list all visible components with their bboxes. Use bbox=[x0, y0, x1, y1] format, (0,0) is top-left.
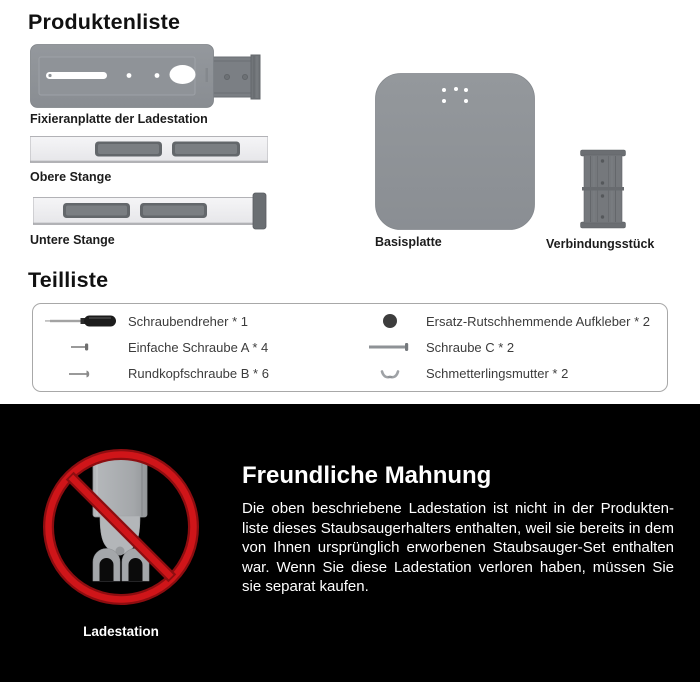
upper-rod-label: Obere Stange bbox=[30, 170, 112, 184]
lower-rod-image bbox=[33, 192, 269, 232]
connector-image bbox=[578, 148, 628, 232]
part-label: Schraube C * 2 bbox=[426, 339, 515, 355]
notice-title: Freundliche Mahnung bbox=[242, 462, 492, 489]
base-plate-label: Basisplatte bbox=[375, 235, 442, 249]
anti-slip-sticker-icon bbox=[382, 313, 398, 329]
part-row-screw-c bbox=[353, 334, 669, 360]
slot-cutout bbox=[46, 72, 107, 79]
fixing-plate-label: Fixieranplatte der Ladestation bbox=[30, 112, 208, 126]
connector-arm bbox=[212, 55, 260, 99]
part-row-screw-b bbox=[33, 361, 373, 387]
connector-label: Verbindungsstück bbox=[546, 237, 655, 251]
parts-column-left bbox=[33, 304, 373, 391]
lower-rod-label: Untere Stange bbox=[30, 233, 115, 247]
part-label: Einfache Schraube A * 4 bbox=[128, 339, 269, 355]
wing-nut-icon bbox=[380, 368, 400, 380]
oval-cutout bbox=[170, 65, 196, 84]
notice-text-block bbox=[242, 462, 674, 597]
fixing-plate-image bbox=[30, 44, 265, 110]
part-label: Schmetterlingsmutter * 2 bbox=[426, 366, 569, 382]
part-label: Schraubendreher * 1 bbox=[128, 313, 248, 329]
part-label: Rundkopfschraube B * 6 bbox=[128, 366, 269, 382]
round-head-screw-b-icon bbox=[69, 369, 93, 379]
upper-rod-image bbox=[30, 135, 268, 165]
charging-station-label: Ladestation bbox=[83, 624, 159, 639]
parts-column-right bbox=[353, 304, 669, 391]
part-row-sticker bbox=[353, 308, 669, 334]
screw-c-icon bbox=[369, 342, 411, 352]
part-row-wing-nut bbox=[353, 361, 669, 387]
rod-end-cap bbox=[253, 193, 266, 229]
simple-screw-a-icon bbox=[71, 342, 91, 352]
notice-body: Die oben beschriebene Ladestation ist nicht in der Produkten-liste dieses Staubsaugerhalters enthalten, weil sie bereits in dem von Ihnen ursprünglich erworbenen Staubsauger-Set enthalten war. Wenn Sie diese Ladestation verloren haben, müssen Sie sie separat kaufen. bbox=[242, 500, 674, 595]
parts-list-title: Teilliste bbox=[28, 268, 109, 292]
no-charging-station-sign bbox=[38, 442, 204, 612]
brand-mark bbox=[206, 68, 209, 82]
screwdriver-icon bbox=[45, 313, 117, 329]
product-list-title: Produktenliste bbox=[28, 10, 181, 34]
friendly-reminder-banner bbox=[0, 404, 700, 682]
part-row-screw-a bbox=[33, 334, 373, 360]
part-label: Ersatz-Rutschhemmende Aufkleber * 2 bbox=[426, 313, 650, 329]
part-row-screwdriver bbox=[33, 308, 373, 334]
parts-list-box bbox=[32, 303, 668, 392]
base-plate-image bbox=[375, 73, 535, 230]
